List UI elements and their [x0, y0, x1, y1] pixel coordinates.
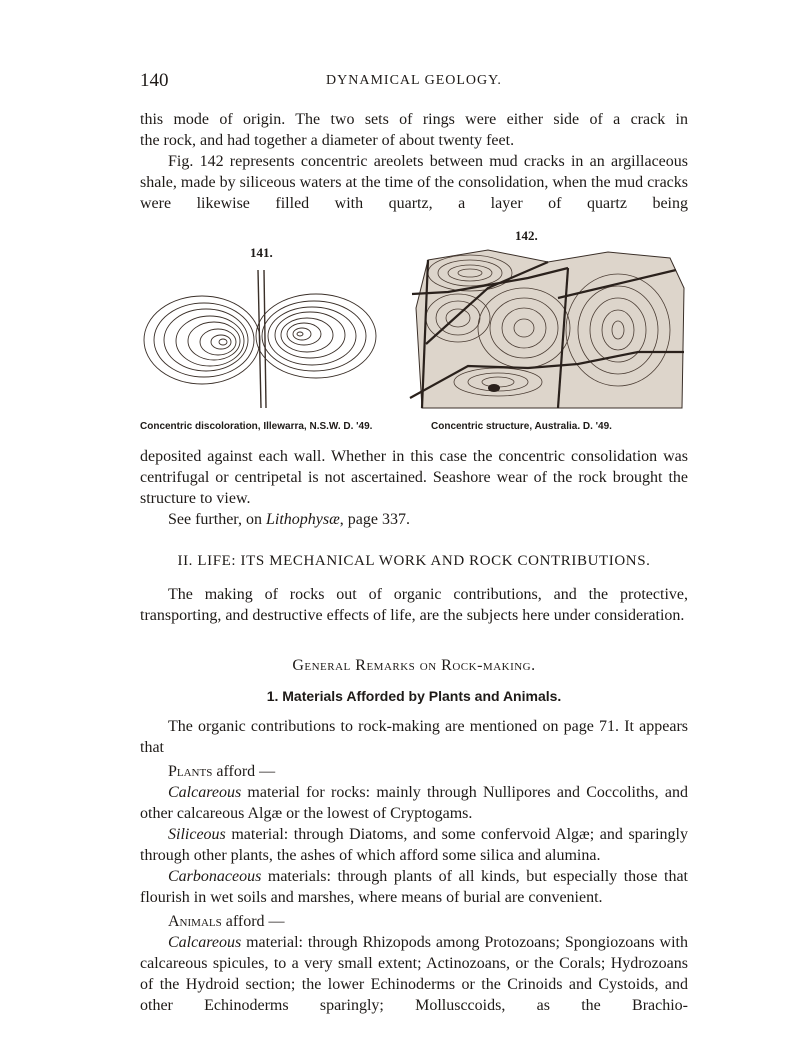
plants-item-1-term: Siliceous — [168, 826, 226, 843]
animals-item-0-term: Calcareous — [168, 934, 242, 951]
plants-afford: afford — — [212, 763, 276, 780]
section-intro-block — [140, 584, 688, 626]
see-further-prefix: See further, on — [168, 511, 266, 528]
plants-item-2-term: Carbonaceous — [168, 868, 262, 885]
plants-heading — [140, 761, 688, 782]
fig142-image — [408, 248, 688, 410]
animals-item-0-text: material: through Rhizopods among Protozoans; Spongiozoans with calcareous spicules, to a very small extent; Actinozoans, or the Corals; Hydrozoans of the Hydroid section; the lower Echinoderms or the Crinoids and Cystoids, and other Echinoderms sparingly; Mollusccoids, as the Brachio- — [140, 934, 688, 1014]
para2: Fig. 142 represents concentric areolets between mud cracks in an argillaceous shale, made by siliceous waters at the time of the consolidation, when the mud cracks were likewise filled with quartz, a layer of quartz being — [140, 153, 688, 212]
fig142-caption: Concentric structure, Australia. D. '49. — [431, 421, 612, 432]
fig141-number: 141. — [250, 245, 273, 260]
running-head: DYNAMICAL GEOLOGY. — [326, 73, 502, 88]
see-further — [140, 509, 688, 530]
fig141-image — [140, 262, 390, 412]
animals-label: Animals — [168, 913, 222, 930]
subsubheading: 1. Materials Afforded by Plants and Animals. — [266, 688, 562, 704]
organic-para: The organic contributions to rock-making are mentioned on page 71. It appears that — [140, 718, 688, 756]
top-text-block — [140, 109, 688, 214]
para1-line2: the rock, and had together a diameter of about twenty feet. — [140, 132, 515, 149]
para3: deposited against each wall. Whether in this case the concentric consolidation was centrifugal or centripetal is not ascertained. Seashore wear of the rock brought the structure to view. — [140, 448, 688, 507]
fig141-caption: Concentric discoloration, Illewarra, N.S.W. D. '49. — [140, 421, 373, 432]
plants-item-0-term: Calcareous — [168, 784, 242, 801]
para1-line1: this mode of origin. The two sets of rings were either side of a crack in — [140, 111, 688, 128]
subheading-text: General Remarks on Rock-making. — [292, 657, 536, 674]
section-intro: The making of rocks out of organic contributions, and the protective, transporting, and destructive effects of life, are the subjects here under consideration. — [140, 586, 688, 624]
middle-text-block — [140, 446, 688, 530]
plants-label: Plants — [168, 763, 213, 780]
plants-item-calcareous — [140, 782, 688, 824]
lower-text-block — [140, 716, 688, 1016]
animals-afford: afford — — [221, 913, 285, 930]
animals-heading — [140, 911, 688, 932]
plants-item-0-text: material for rocks: mainly through Nullipores and Coccoliths, and other calcareous Algæ or the lowest of Cryptogams. — [140, 784, 688, 822]
plants-item-carbonaceous — [140, 866, 688, 908]
plants-item-2-text: materials: through plants of all kinds, but especially those that flourish in wet soils and marshes, where means of burial are convenient. — [140, 868, 688, 906]
animals-item-calcareous — [140, 932, 688, 1016]
page-number: 140 — [140, 70, 169, 91]
see-further-suffix: , page 337. — [339, 511, 410, 528]
subheading — [140, 657, 688, 675]
page-header — [140, 70, 688, 94]
plants-item-siliceous — [140, 824, 688, 866]
see-further-term: Lithophysæ — [266, 511, 340, 528]
figures-block — [140, 228, 688, 438]
plants-item-1-text: material: through Diatoms, and some confervoid Algæ; and sparingly through other plants, the ashes of which afford some silica and alumina. — [140, 826, 688, 864]
fig142-number: 142. — [515, 228, 538, 243]
section-heading: II. LIFE: ITS MECHANICAL WORK AND ROCK CONTRIBUTIONS. — [177, 553, 651, 569]
